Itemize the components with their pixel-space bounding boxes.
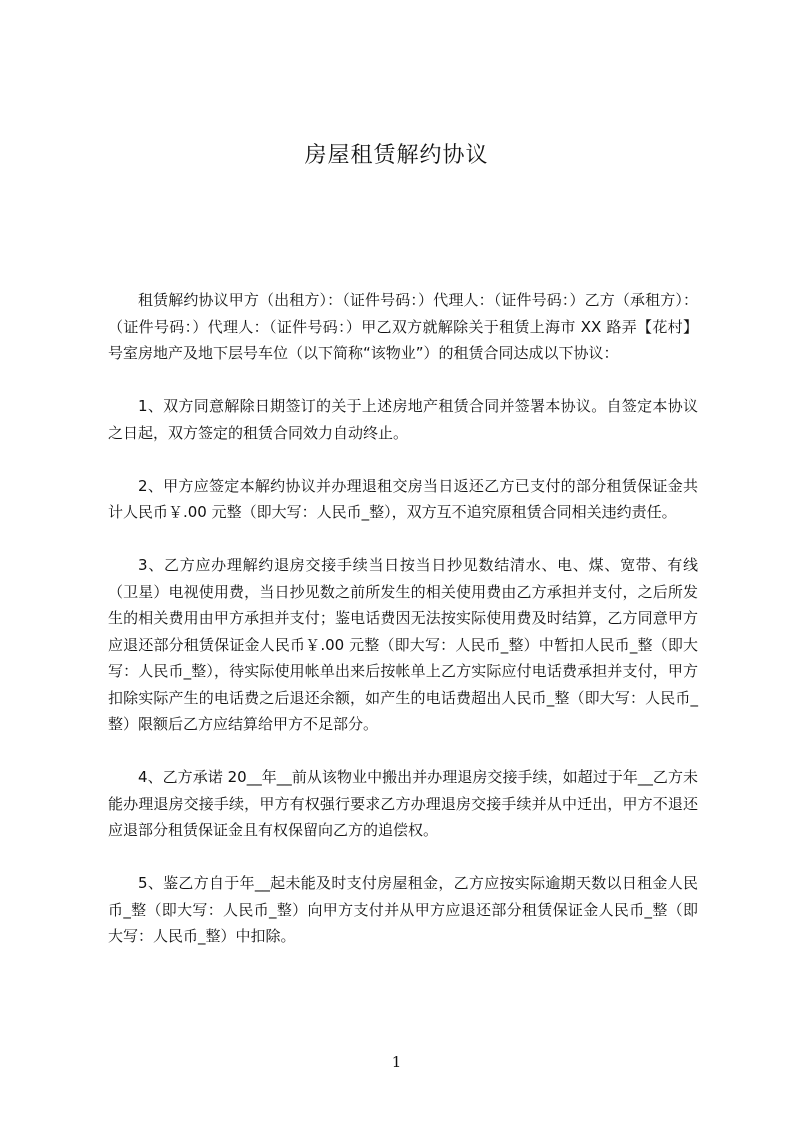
document-body [108, 287, 698, 976]
clause-4-paragraph: 4、乙方承诺 20__年__前从该物业中搬出并办理退房交接手续，如超过于年__乙方未能办理退房交接手续，甲方有权强行要求乙方办理退房交接手续并从中迁出，甲方不退还应退部分租赁保证金且有权保留向乙方的追偿权。 [108, 768, 698, 839]
clause-3-paragraph: 3、乙方应办理解约退房交接手续当日按当日抄见数结清水、电、煤、宽带、有线（卫星）电视使用费，当日抄见数之前所发生的相关使用费由乙方承担并支付，之后所发生的相关费用由甲方承担并支付；鉴电话费因无法按实际使用费及时结算，乙方同意甲方应退还部分租赁保证金人民币￥.00 元整（即大写：人民币_整）中暂扣人民币_整（即大写：人民币_整），待实际使用帐单出来后按帐单上乙方实际应付电话费承担并支付，甲方扣除实际产生的电话费之后退还余额，如产生的电话费超出人民币_整（即大写：人民币_整）限额后乙方应结算给甲方不足部分。 [108, 556, 698, 733]
clause-5-paragraph: 5、鉴乙方自于年__起未能及时支付房屋租金，乙方应按实际逾期天数以日租金人民币_整（即大写：人民币_整）向甲方支付并从甲方应退还部分租赁保证金人民币_整（即大写：人民币_整）中扣除。 [108, 874, 698, 945]
clause-2-paragraph: 2、甲方应签定本解约协议并办理退租交房当日返还乙方已支付的部分租赁保证金共计人民币￥.00 元整（即大写：人民币_整），双方互不追究原租赁合同相关违约责任。 [108, 476, 698, 521]
clause-1-paragraph: 1、双方同意解除日期签订的关于上述房地产租赁合同并签署本协议。自签定本协议之日起，双方签定的租赁合同效力自动终止。 [108, 397, 698, 442]
document-title: 房屋租赁解约协议 [304, 143, 489, 168]
intro-paragraph: 租赁解约协议甲方（出租方）：（证件号码：）代理人：（证件号码：）乙方（承租方）：（证件号码：）代理人：（证件号码：）甲乙双方就解除关于租赁上海市 XX 路弄【花村】号室房地产及地下层号车位（以下简称“该物业”）的租赁合同达成以下协议： [108, 291, 698, 362]
page-number: 1 [391, 1053, 402, 1071]
